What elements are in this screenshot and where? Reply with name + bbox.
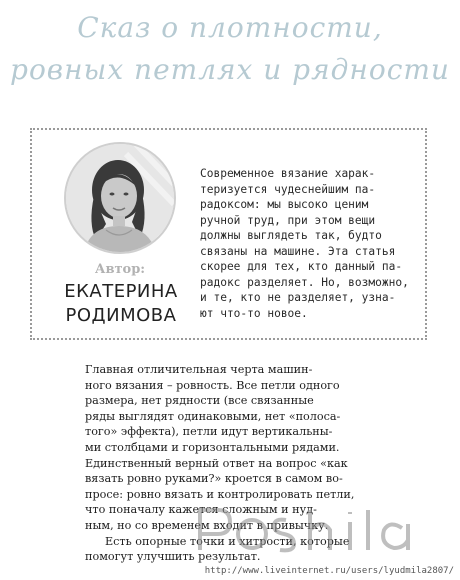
body-line: вязать ровно руками?» кроется в самом во- bbox=[85, 472, 343, 486]
intro-line: связаны на машине. Эта статья bbox=[200, 244, 396, 258]
body-line: просе: ровно вязать и контролировать петли, bbox=[85, 487, 355, 501]
intro-line: должны выглядеть так, будто bbox=[200, 229, 382, 242]
article-body bbox=[85, 362, 385, 565]
author-portrait bbox=[64, 142, 176, 254]
body-line: Единственный верный ответ на вопрос «как bbox=[85, 456, 348, 470]
body-line: ряды выглядят одинаковыми, нет «полоса- bbox=[85, 409, 341, 423]
article-title-line-2: ровных петлях и рядности bbox=[10, 53, 450, 86]
intro-line: скорее для тех, кто данный па- bbox=[200, 260, 403, 273]
body-line: ным, но со временем входит в привычку. bbox=[85, 518, 329, 532]
article-title-line-1: Сказ о плотности, bbox=[77, 11, 383, 44]
author-name bbox=[52, 280, 190, 328]
body-line: того» эффекта), петли идут вертикальны- bbox=[85, 425, 333, 439]
body-line: ми столбцами и горизонтальными рядами. bbox=[85, 440, 340, 454]
author-label: Автор: bbox=[94, 262, 146, 277]
source-url: http://www.liveinternet.ru/users/lyudmila2807/ bbox=[204, 566, 454, 576]
intro-paragraph bbox=[200, 166, 414, 321]
intro-line: ют что-то новое. bbox=[200, 306, 308, 320]
body-line: что поначалу кажется сложным и нуд- bbox=[85, 503, 317, 517]
body-line: ного вязания – ровность. Все петли одного bbox=[85, 378, 340, 392]
intro-line: радокс разделяет. Но, возможно, bbox=[200, 275, 409, 289]
intro-line: и те, кто не разделяет, узна- bbox=[200, 291, 396, 304]
body-line: размера, нет рядности (все связанные bbox=[85, 394, 314, 408]
intro-line: теризуется чудеснейшим па- bbox=[200, 182, 376, 196]
author-last-name: РОДИМОВА bbox=[65, 305, 177, 326]
body-line: Есть опорные точки и хитрости, которые bbox=[105, 534, 350, 548]
intro-line: радоксом: мы высоко ценим bbox=[200, 198, 369, 211]
intro-line: ручной труд, при этом вещи bbox=[200, 213, 376, 227]
body-line: Главная отличительная черта машин- bbox=[85, 363, 313, 376]
intro-line: Современное вязание харак- bbox=[200, 167, 376, 180]
body-line: помогут улучшить результат. bbox=[85, 550, 261, 564]
author-first-name: ЕКАТЕРИНА bbox=[64, 281, 178, 302]
